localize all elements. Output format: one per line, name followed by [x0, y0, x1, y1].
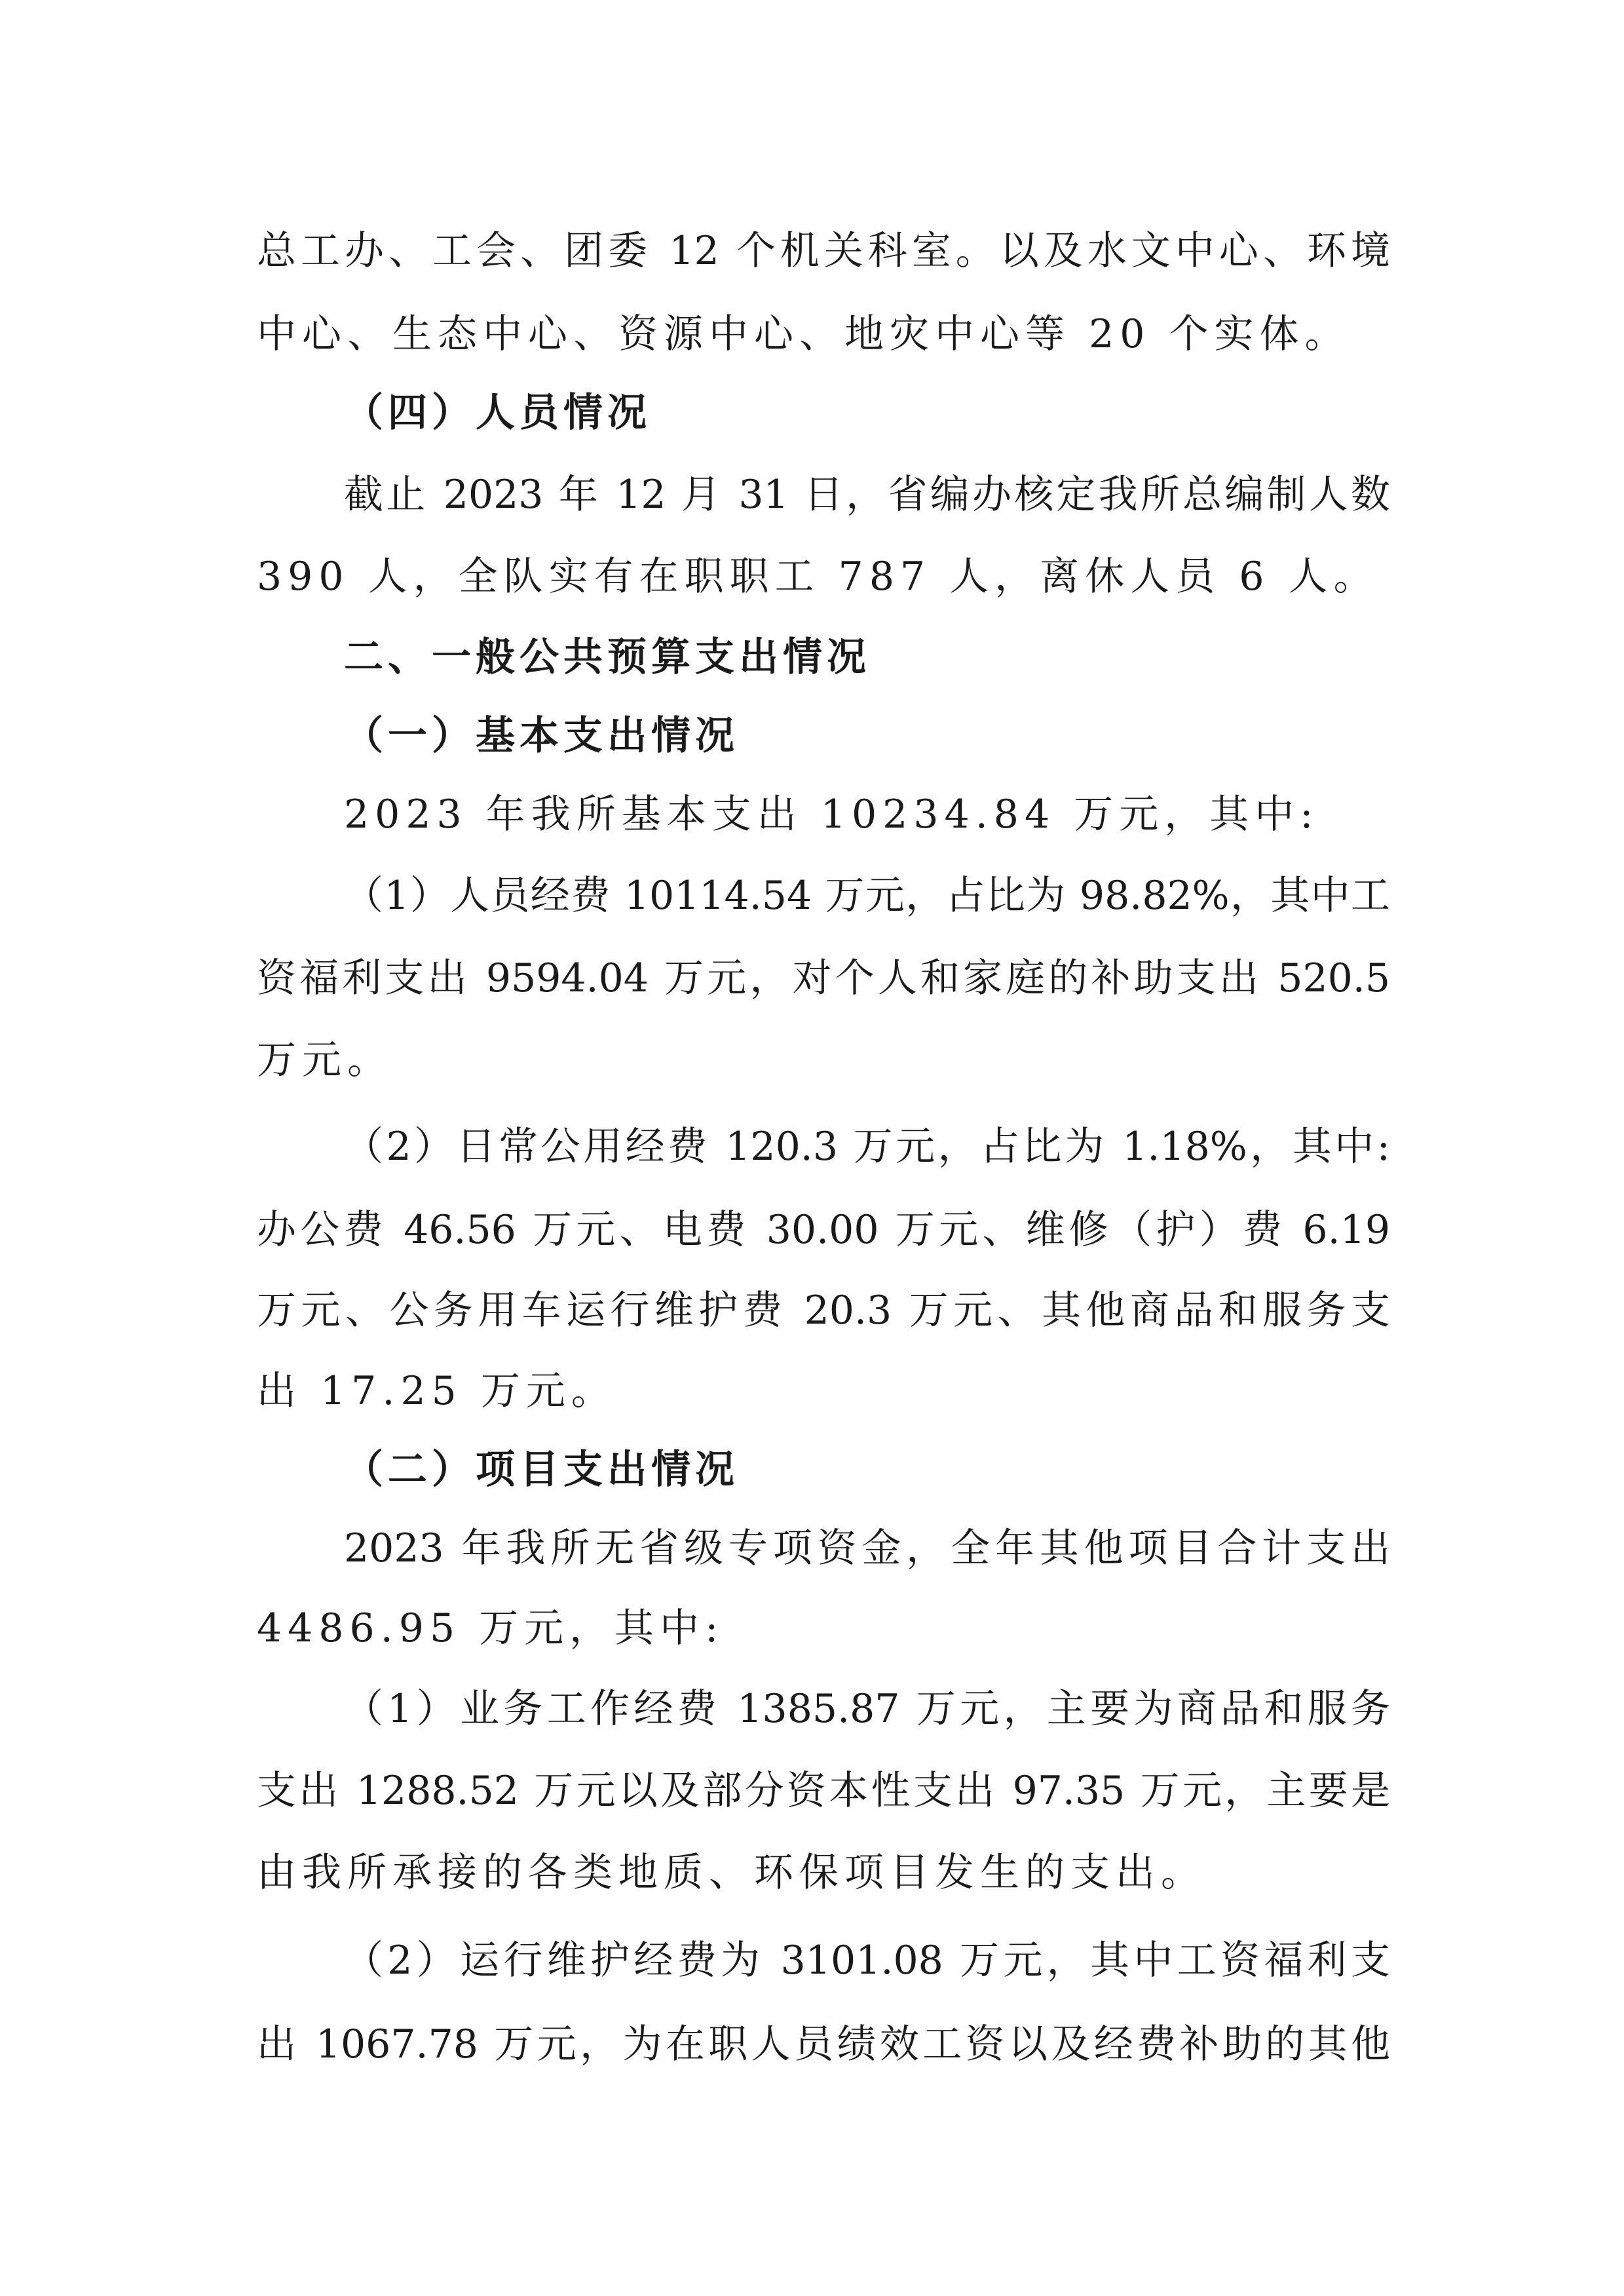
section-heading: （一）基本支出情况 — [344, 713, 739, 759]
paragraph-line: （1）业务工作经费 1385.87 万元，主要为商品和服务 — [344, 1686, 1390, 1732]
section-heading: （二）项目支出情况 — [344, 1447, 739, 1493]
paragraph-line: 万元、公务用车运行维护费 20.3 万元、其他商品和服务支 — [257, 1288, 1390, 1333]
paragraph-line: （2）日常公用经费 120.3 万元，占比为 1.18%，其中: — [344, 1124, 1390, 1170]
section-heading: （四）人员情况 — [344, 390, 651, 436]
paragraph-line: 出 17.25 万元。 — [257, 1368, 616, 1414]
section-heading: 二、一般公共预算支出情况 — [344, 634, 871, 680]
paragraph-line: 390 人，全队实有在职职工 787 人，离休人员 6 人。 — [257, 554, 1379, 600]
paragraph-line: （2）运行维护经费为 3101.08 万元，其中工资福利支 — [344, 1938, 1390, 1983]
paragraph-line: 4486.95 万元，其中: — [257, 1605, 725, 1651]
paragraph-line: 总工办、工会、团委 12 个机关科室。以及水文中心、环境 — [257, 228, 1390, 274]
paragraph-line: 截止 2023 年 12 月 31 日，省编办核定我所总编制人数 — [344, 472, 1390, 518]
paragraph-line: 出 1067.78 万元，为在职人员绩效工资以及经费补助的其他 — [257, 2021, 1390, 2067]
paragraph-line: 由我所承接的各类地质、环保项目发生的支出。 — [257, 1850, 1206, 1896]
paragraph-line: 中心、生态中心、资源中心、地灾中心等 20 个实体。 — [257, 311, 1350, 357]
paragraph-line: 2023 年我所无省级专项资金，全年其他项目合计支出 — [344, 1525, 1390, 1571]
paragraph-line: 2023 年我所基本支出 10234.84 万元，其中: — [344, 792, 1319, 837]
paragraph-line: （1）人员经费 10114.54 万元，占比为 98.82%，其中工 — [344, 873, 1390, 919]
paragraph-line: 办公费 46.56 万元、电费 30.00 万元、维修（护）费 6.19 — [257, 1207, 1390, 1253]
paragraph-line: 支出 1288.52 万元以及部分资本性支出 97.35 万元，主要是 — [257, 1768, 1390, 1814]
paragraph-line: 万元。 — [257, 1037, 392, 1083]
paragraph-line: 资福利支出 9594.04 万元，对个人和家庭的补助支出 520.5 — [257, 955, 1390, 1001]
